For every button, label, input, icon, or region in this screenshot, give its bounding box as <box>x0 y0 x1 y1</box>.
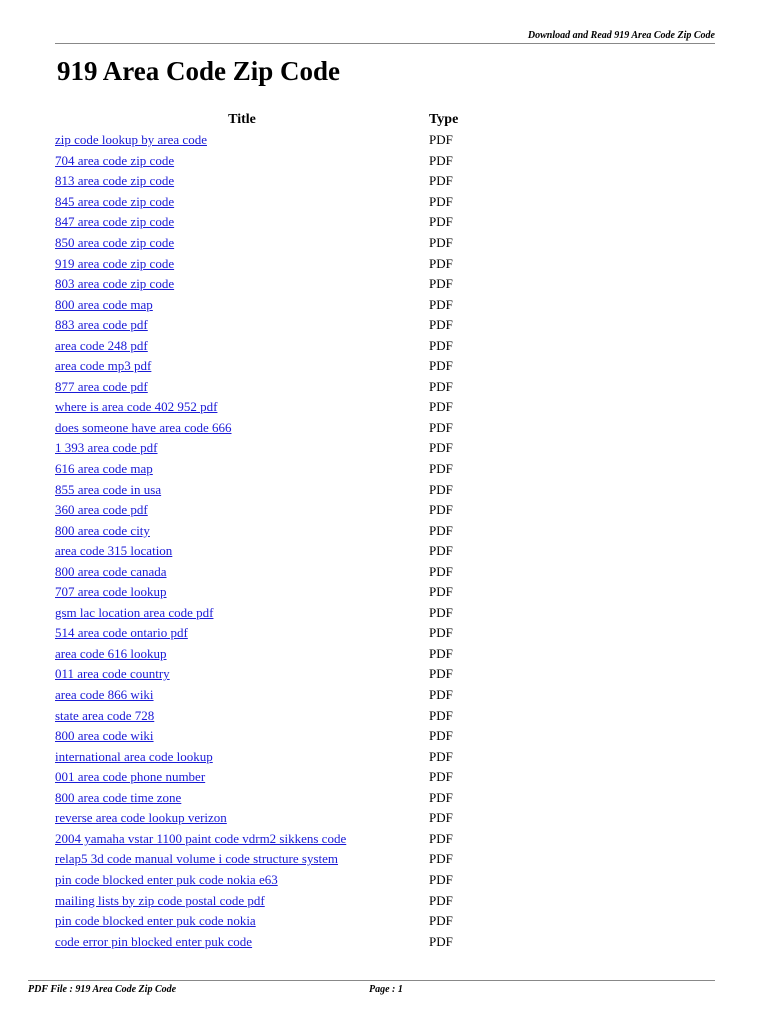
table-row <box>55 459 489 480</box>
document-link[interactable]: 2004 yamaha vstar 1100 paint code vdrm2 sikkens code <box>55 830 347 846</box>
document-link[interactable]: 800 area code wiki <box>55 728 154 744</box>
table-row <box>55 890 489 911</box>
document-link[interactable]: 883 area code pdf <box>55 317 148 333</box>
document-link[interactable]: reverse area code lookup verizon <box>55 810 227 826</box>
table-row <box>55 705 489 726</box>
table-row <box>55 726 489 747</box>
row-title-cell <box>55 459 429 480</box>
document-link[interactable]: area code 248 pdf <box>55 337 148 353</box>
document-link[interactable]: does someone have area code 666 <box>55 419 232 435</box>
row-title-cell <box>55 294 429 315</box>
document-link[interactable]: mailing lists by zip code postal code pdf <box>55 892 265 908</box>
table-row <box>55 829 489 850</box>
row-type-cell: PDF <box>429 481 453 497</box>
row-type-cell: PDF <box>429 666 453 682</box>
row-title-cell <box>55 705 429 726</box>
row-type-cell: PDF <box>429 214 453 230</box>
row-type-cell: PDF <box>429 789 453 805</box>
row-type-cell: PDF <box>429 810 453 826</box>
row-title-cell <box>55 418 429 439</box>
row-title-cell <box>55 788 429 809</box>
document-link[interactable]: 800 area code time zone <box>55 789 182 805</box>
page-title: 919 Area Code Zip Code <box>57 56 341 86</box>
row-title-cell <box>55 746 429 767</box>
row-title-cell <box>55 253 429 274</box>
row-type-cell: PDF <box>429 399 453 415</box>
row-title-cell <box>55 664 429 685</box>
row-type-cell: PDF <box>429 337 453 353</box>
row-type-cell: PDF <box>429 871 453 887</box>
row-type-cell: PDF <box>429 769 453 785</box>
document-link[interactable]: 919 area code zip code <box>55 255 175 271</box>
table-row <box>55 685 489 706</box>
row-title-cell <box>55 911 429 932</box>
document-link[interactable]: gsm lac location area code pdf <box>55 604 214 620</box>
document-link[interactable]: 616 area code map <box>55 461 153 477</box>
table-row <box>55 911 489 932</box>
document-list-table <box>55 110 489 952</box>
row-title-cell <box>55 520 429 541</box>
row-title-cell <box>55 623 429 644</box>
document-link[interactable]: where is area code 402 952 pdf <box>55 399 218 415</box>
row-title-cell <box>55 685 429 706</box>
table-row <box>55 151 489 172</box>
row-type-cell: PDF <box>429 830 453 846</box>
table-row <box>55 130 489 151</box>
table-row <box>55 520 489 541</box>
document-link[interactable]: 001 area code phone number <box>55 769 206 785</box>
table-row <box>55 418 489 439</box>
document-link[interactable]: 813 area code zip code <box>55 173 175 189</box>
row-type-cell: PDF <box>429 543 453 559</box>
row-type-cell: PDF <box>429 235 453 250</box>
row-type-cell: PDF <box>429 173 453 189</box>
row-title-cell <box>55 870 429 891</box>
row-type-cell: PDF <box>429 748 453 764</box>
row-type-cell: PDF <box>429 152 453 168</box>
row-type-cell: PDF <box>429 317 453 333</box>
row-title-cell <box>55 829 429 850</box>
row-type-cell: PDF <box>429 892 453 908</box>
document-link[interactable]: 847 area code zip code <box>55 214 175 230</box>
table-row <box>55 870 489 891</box>
table-row <box>55 808 489 829</box>
row-title-cell <box>55 767 429 788</box>
row-type-cell: PDF <box>429 440 453 456</box>
row-type-cell: PDF <box>429 913 453 929</box>
table-row <box>55 788 489 809</box>
document-link[interactable]: 704 area code zip code <box>55 152 175 168</box>
row-title-cell <box>55 274 429 295</box>
table-row <box>55 479 489 500</box>
row-title-cell <box>55 603 429 624</box>
row-type-cell: PDF <box>429 378 453 394</box>
document-link[interactable]: 803 area code zip code <box>55 276 175 292</box>
row-type-cell: PDF <box>429 707 453 723</box>
row-type-cell: PDF <box>429 132 453 148</box>
table-row <box>55 315 489 336</box>
table-row <box>55 192 489 213</box>
row-title-cell <box>55 541 429 562</box>
table-row <box>55 335 489 356</box>
table-row <box>55 171 489 192</box>
table-row <box>55 212 489 233</box>
table-row <box>55 274 489 295</box>
row-title-cell <box>55 561 429 582</box>
footer-divider <box>28 980 715 981</box>
row-title-cell <box>55 479 429 500</box>
document-link[interactable]: pin code blocked enter puk code nokia <box>55 913 256 929</box>
document-link[interactable]: 707 area code lookup <box>55 584 167 600</box>
table-row <box>55 644 489 665</box>
document-link[interactable]: 360 area code pdf <box>55 502 148 518</box>
document-link[interactable]: state area code 728 <box>55 707 155 723</box>
table-row <box>55 931 489 952</box>
row-type-cell: PDF <box>429 255 453 271</box>
document-link[interactable]: 800 area code canada <box>55 563 167 579</box>
document-link[interactable]: international area code lookup <box>55 748 213 764</box>
row-type-cell: PDF <box>429 193 453 209</box>
table-row <box>55 397 489 418</box>
row-title-cell <box>55 500 429 521</box>
row-type-cell: PDF <box>429 563 453 579</box>
document-link[interactable]: 845 area code zip code <box>55 193 175 209</box>
row-title-cell <box>55 808 429 829</box>
row-type-cell: PDF <box>429 728 453 744</box>
table-row <box>55 582 489 603</box>
document-link[interactable]: 1 393 area code pdf <box>55 440 158 456</box>
row-title-cell <box>55 315 429 336</box>
row-type-cell: PDF <box>429 522 453 538</box>
document-link[interactable]: 800 area code map <box>55 296 153 312</box>
document-link[interactable]: code error pin blocked enter puk code <box>55 933 253 949</box>
table-row <box>55 603 489 624</box>
table-row <box>55 377 489 398</box>
row-type-cell: PDF <box>429 645 453 661</box>
row-title-cell <box>55 644 429 665</box>
row-title-cell <box>55 377 429 398</box>
row-type-cell: PDF <box>429 296 453 312</box>
table-row <box>55 767 489 788</box>
row-type-cell: PDF <box>429 358 453 374</box>
document-link[interactable]: 850 area code zip code <box>55 235 175 250</box>
document-link[interactable]: 800 area code city <box>55 522 150 538</box>
row-title-cell <box>55 931 429 952</box>
footer-page-number: Page : 1 <box>369 984 403 995</box>
table-row <box>55 233 489 254</box>
table-row <box>55 849 489 870</box>
row-title-cell <box>55 233 429 254</box>
table-header-row <box>55 110 489 130</box>
table-row <box>55 746 489 767</box>
row-title-cell <box>55 397 429 418</box>
document-link[interactable]: area code 315 location <box>55 543 173 559</box>
table-row <box>55 664 489 685</box>
row-title-cell <box>55 130 429 151</box>
row-type-cell: PDF <box>429 461 453 477</box>
table-body <box>55 130 489 952</box>
row-title-cell <box>55 582 429 603</box>
row-type-cell: PDF <box>429 687 453 703</box>
document-link[interactable]: pin code blocked enter puk code nokia e63 <box>55 871 278 887</box>
row-type-cell: PDF <box>429 604 453 620</box>
row-title-cell <box>55 212 429 233</box>
document-link[interactable]: area code mp3 pdf <box>55 358 152 374</box>
row-type-cell: PDF <box>429 625 453 641</box>
row-type-cell: PDF <box>429 584 453 600</box>
table-row <box>55 500 489 521</box>
running-header: Download and Read 919 Area Code Zip Code <box>527 30 715 41</box>
column-header-type: Type <box>429 112 459 127</box>
column-header-title: Title <box>228 112 256 127</box>
table-row <box>55 561 489 582</box>
row-type-cell: PDF <box>429 276 453 292</box>
footer-file-label: PDF File : 919 Area Code Zip Code <box>28 984 177 995</box>
document-link[interactable]: area code 616 lookup <box>55 645 167 661</box>
row-title-cell <box>55 335 429 356</box>
table-row <box>55 623 489 644</box>
table-row <box>55 253 489 274</box>
document-link[interactable]: zip code lookup by area code <box>55 132 207 148</box>
table-row <box>55 541 489 562</box>
document-link[interactable]: relap5 3d code manual volume i code structure system <box>55 851 339 867</box>
document-link[interactable]: 514 area code ontario pdf <box>55 625 188 641</box>
row-title-cell <box>55 849 429 870</box>
row-title-cell <box>55 890 429 911</box>
row-type-cell: PDF <box>429 933 453 949</box>
table-row <box>55 438 489 459</box>
row-title-cell <box>55 438 429 459</box>
row-title-cell <box>55 151 429 172</box>
row-title-cell <box>55 192 429 213</box>
document-link[interactable]: 877 area code pdf <box>55 378 148 394</box>
document-link[interactable]: area code 866 wiki <box>55 687 154 703</box>
row-type-cell: PDF <box>429 419 453 435</box>
row-title-cell <box>55 356 429 377</box>
table-row <box>55 294 489 315</box>
row-type-cell: PDF <box>429 851 453 867</box>
row-type-cell: PDF <box>429 502 453 518</box>
row-title-cell <box>55 171 429 192</box>
document-link[interactable]: 011 area code country <box>55 666 170 682</box>
row-title-cell <box>55 726 429 747</box>
header-divider <box>55 43 715 44</box>
table-row <box>55 356 489 377</box>
document-link[interactable]: 855 area code in usa <box>55 481 162 497</box>
